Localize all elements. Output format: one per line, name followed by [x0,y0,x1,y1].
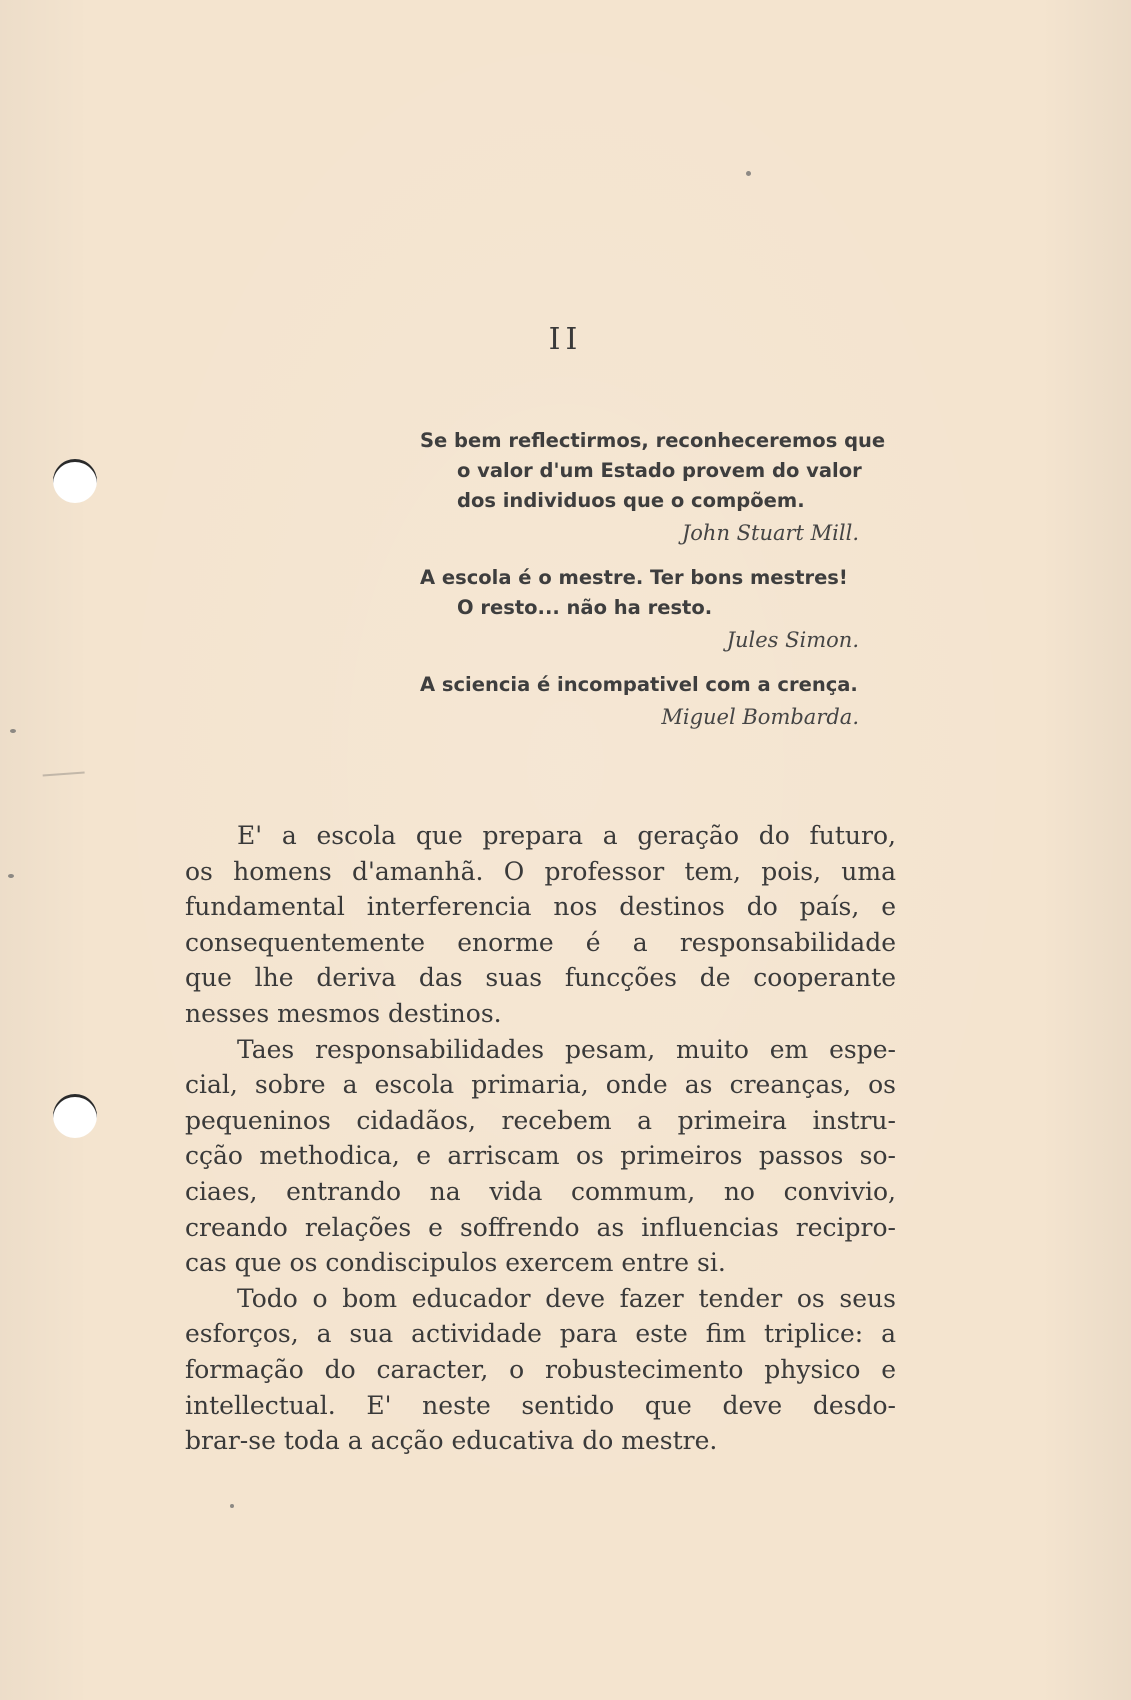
body-text [185,818,896,1459]
epigraph-author: Miguel Bombarda. [661,705,859,729]
text-line: formação do caracter, o robustecimento physico e [185,1354,896,1384]
epigraph-line: A sciencia é incompativel com a crença. [420,673,858,696]
text-line: esforços, a sua actividade para este fim triplice: a [185,1319,896,1349]
epigraph-author: John Stuart Mill. [681,521,859,545]
text-line: Taes responsabilidades pesam, muito em espe- [237,1034,896,1064]
ink-speck [8,874,14,878]
epigraph-line: dos individuos que o compõem. [457,489,805,512]
text-line: pequeninos cidadãos, recebem a primeira instru- [185,1105,896,1135]
epigraph-author: Jules Simon. [726,628,859,652]
epigraph-line: O resto... não ha resto. [457,596,713,619]
epigraphs [420,426,895,734]
paragraph [185,1281,896,1459]
text-line: Todo o bom educador deve fazer tender os seus [237,1283,896,1313]
epigraph-simon [420,563,895,657]
text-line: consequentemente enorme é a responsabilidade [185,927,896,957]
ink-speck [10,729,16,733]
text-line: fundamental interferencia nos destinos do país, e [185,892,896,922]
epigraph-bombarda [420,670,895,734]
epigraph-mill [420,426,895,550]
text-line: cas que os condiscipulos exercem entre si. [185,1248,726,1278]
binding-hole-top [53,459,97,503]
epigraph-line: A escola é o mestre. Ter bons mestres! [420,566,848,589]
chapter-number: II [548,322,583,357]
text-line: brar-se toda a acção educativa do mestre. [185,1426,718,1456]
binding-hole-bottom [53,1094,97,1138]
paragraph [185,818,896,1032]
text-line: E' a escola que prepara a geração do futuro, [237,821,896,850]
text-line: ciaes, entrando na vida commum, no convivio, [185,1176,896,1206]
text-line: cção methodica, e arriscam os primeiros passos so- [185,1141,896,1171]
paragraph [185,1032,896,1281]
text-line: nesses mesmos destinos. [185,998,502,1028]
epigraph-line: o valor d'um Estado provem do valor [457,459,862,482]
text-line: intellectual. E' neste sentido que deve desdo- [185,1390,896,1420]
paper-mark [43,772,86,787]
text-line: que lhe deriva das suas funcções de cooperante [185,963,896,993]
ink-speck [230,1504,234,1508]
text-line: os homens d'amanhã. O professor tem, pois, uma [185,856,896,886]
epigraph-line: Se bem reflectirmos, reconheceremos que [420,429,886,452]
text-line: creando relações e soffrendo as influencias recipro- [185,1212,896,1242]
ink-speck [746,171,751,176]
text-line: cial, sobre a escola primaria, onde as creanças, os [185,1070,896,1100]
